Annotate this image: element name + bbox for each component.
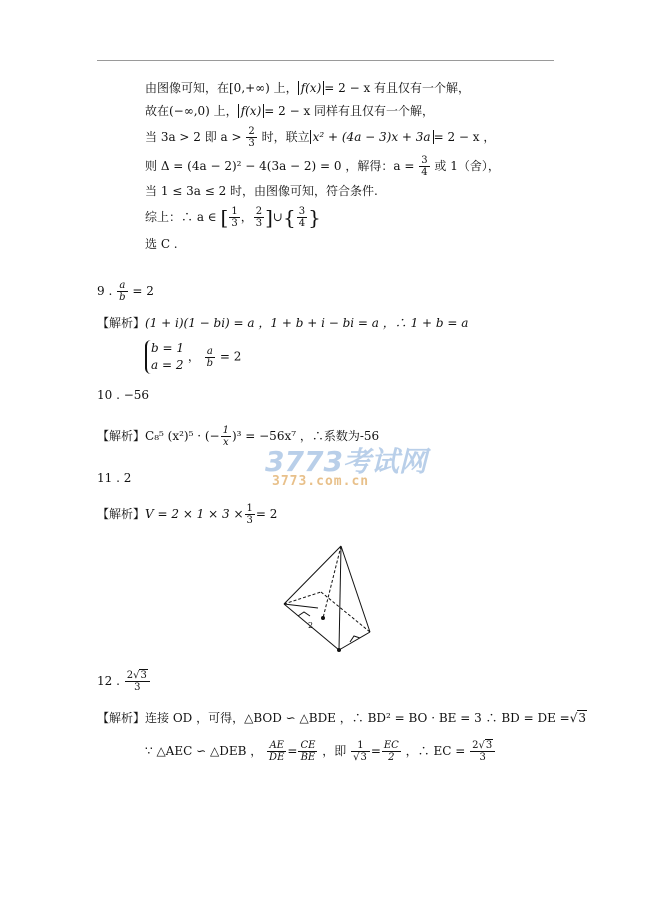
denominator: 3: [255, 218, 263, 229]
fraction: [419, 155, 429, 178]
numerator: a: [117, 280, 127, 292]
fraction: [125, 670, 150, 693]
p8-line3: [145, 126, 495, 149]
q12-line2: [145, 740, 496, 763]
q9-answer-line: [97, 280, 154, 303]
denominator: BE: [300, 752, 316, 763]
denominator: x: [222, 437, 229, 448]
numerator: 1: [351, 740, 370, 752]
analysis-tag: 【解析】: [97, 429, 146, 443]
numerator: 2: [248, 126, 255, 137]
text: )³ = −56x⁷ ，∴系数为-56: [231, 429, 380, 443]
q11-answer-line: [97, 470, 131, 486]
numerator: 2√3: [470, 740, 495, 752]
edge: [341, 546, 370, 632]
equation: b = 1: [151, 341, 184, 355]
denominator: b: [206, 357, 214, 369]
coefficient: 2: [472, 740, 479, 751]
text: 或 1（舍），: [430, 159, 500, 173]
answer: −56: [123, 388, 150, 402]
question-number: 12 .: [97, 674, 120, 688]
equation-system: [145, 340, 184, 374]
numerator: AE: [267, 740, 286, 752]
fraction: [298, 740, 317, 763]
text: 时，联立: [257, 130, 310, 144]
fraction: [254, 206, 264, 229]
numerator: 3: [298, 206, 306, 217]
denominator: 3: [246, 515, 253, 526]
radicand: 3: [485, 740, 493, 751]
fraction: [246, 126, 256, 149]
vertex-point: [337, 648, 341, 652]
brace-right: }: [308, 205, 321, 230]
analysis-tag: 【解析】: [97, 507, 146, 521]
edge: [339, 632, 370, 650]
header-rule: [97, 60, 554, 61]
q11-explanation: [97, 503, 277, 526]
numerator: 1: [246, 503, 253, 514]
separator: ，: [240, 210, 253, 224]
q12-answer-line: [97, 670, 151, 693]
analysis-tag: 【解析】: [97, 711, 146, 725]
fraction: [245, 503, 255, 526]
denominator: 3: [479, 752, 486, 763]
bracket-left: [: [220, 205, 229, 230]
numerator: 1: [231, 206, 238, 217]
text: ，∴ EC =: [405, 744, 466, 758]
fraction: [205, 346, 215, 369]
denominator: b: [119, 292, 126, 303]
denominator: 4: [298, 218, 306, 229]
p8-line6: [145, 206, 321, 229]
fraction: [267, 740, 286, 763]
numerator: CE: [300, 740, 316, 751]
question-number: 9 .: [97, 284, 113, 298]
edge: [284, 546, 341, 604]
edge: [284, 604, 318, 608]
p8-line5: 当 1 ≤ 3a ≤ 2 时，由图像可知，符合条件.: [145, 184, 378, 198]
bracket-right: ]: [265, 205, 273, 230]
fraction: [229, 206, 239, 229]
text: = 2: [219, 349, 242, 364]
center-point: [321, 616, 325, 620]
fraction: [117, 280, 127, 303]
denominator: √3: [353, 752, 367, 763]
denominator: 4: [421, 167, 428, 178]
union-symbol: ∪: [272, 210, 283, 224]
text: 则 Δ = (4a − 2)² − 4(3a − 2) = 0 ，解得：a =: [145, 159, 415, 173]
radicand: 3: [360, 752, 367, 763]
text: (1 + i)(1 − bi) = a ，1 + b + i − bi = a ，∴ 1 + b = a: [145, 316, 469, 330]
text: = 2: [255, 507, 278, 521]
equation: a = 2: [151, 358, 184, 372]
edge-label: 2: [308, 621, 314, 630]
q9-system: [145, 340, 241, 374]
radicand: 3: [578, 711, 587, 725]
p8-line4: [145, 155, 500, 178]
denominator: 2: [388, 752, 395, 763]
height-line: [323, 546, 341, 618]
denominator: 3: [248, 138, 255, 149]
fraction: [221, 425, 231, 448]
question-number: 10 .: [97, 388, 120, 402]
denominator: 3: [231, 218, 238, 229]
analysis-tag: 【解析】: [97, 316, 146, 330]
answer: 2: [123, 471, 132, 485]
text: = 2: [132, 284, 154, 298]
q10-answer-line: [97, 387, 149, 403]
radicand: 3: [140, 670, 147, 681]
text: 故在(−∞,0) 上，: [145, 104, 238, 118]
watermark-logo: 3773考试网: [265, 445, 427, 478]
fraction: [470, 740, 495, 763]
fraction: [382, 740, 401, 763]
numerator: a: [205, 346, 215, 358]
p8-line1: [145, 80, 470, 96]
numerator: 3: [421, 155, 428, 166]
text: ∵ △AEC ∽ △DEB ，: [145, 744, 263, 758]
text: = 2 − x ，: [433, 130, 496, 144]
text: = 2 − x 同样有且仅有一个解，: [264, 104, 435, 118]
brace-left: {: [282, 205, 296, 230]
coefficient: 2: [126, 670, 134, 681]
separator: ，: [187, 349, 200, 364]
text: 连接 OD ，可得，△BOD ∽ △BDE ，∴ BD² = BO · BE = 3 ∴ BD = DE =: [145, 711, 570, 725]
fraction: [351, 740, 370, 763]
abs-expr: f(x): [238, 104, 265, 118]
question-number: 11 .: [97, 471, 120, 485]
text: V = 2 × 1 × 3 ×: [145, 507, 244, 521]
equals: =: [287, 744, 298, 758]
q12-explanation: 【解析】连接 OD ，可得，△BOD ∽ △BDE ，∴ BD² = BO · BE = 3 ∴ BD = DE =√3: [97, 711, 587, 725]
p8-line2: [145, 103, 434, 119]
edge: [339, 546, 341, 650]
abs-expr: x² + (4a − 3)x + 3a: [310, 130, 434, 144]
fraction: [297, 206, 307, 229]
watermark-url: 3773.com.cn: [272, 474, 370, 489]
hidden-edge: [321, 592, 370, 632]
text: ，即: [322, 744, 347, 758]
text: C₈⁵ (x²)⁵ · (−: [145, 429, 220, 443]
text: 综上：∴ a ∈: [145, 210, 217, 224]
right-angle-mark: [298, 612, 310, 616]
pyramid-figure: [278, 540, 388, 660]
q9-explanation: [97, 315, 468, 331]
numerator: 2: [255, 206, 263, 217]
numerator: 1: [222, 425, 229, 436]
equals: =: [370, 744, 381, 758]
numerator: EC: [383, 740, 399, 751]
p8-answer: 选 C .: [145, 237, 178, 251]
denominator: 3: [134, 682, 141, 693]
abs-expr: f(x): [298, 81, 325, 95]
numerator: 2√3: [125, 670, 150, 682]
text: = 2 − x 有且仅有一个解，: [324, 81, 471, 95]
text: 当 3a > 2 即 a >: [145, 130, 242, 144]
denominator: DE: [269, 752, 285, 763]
text: 由图像可知，在[0,+∞) 上，: [145, 81, 298, 95]
